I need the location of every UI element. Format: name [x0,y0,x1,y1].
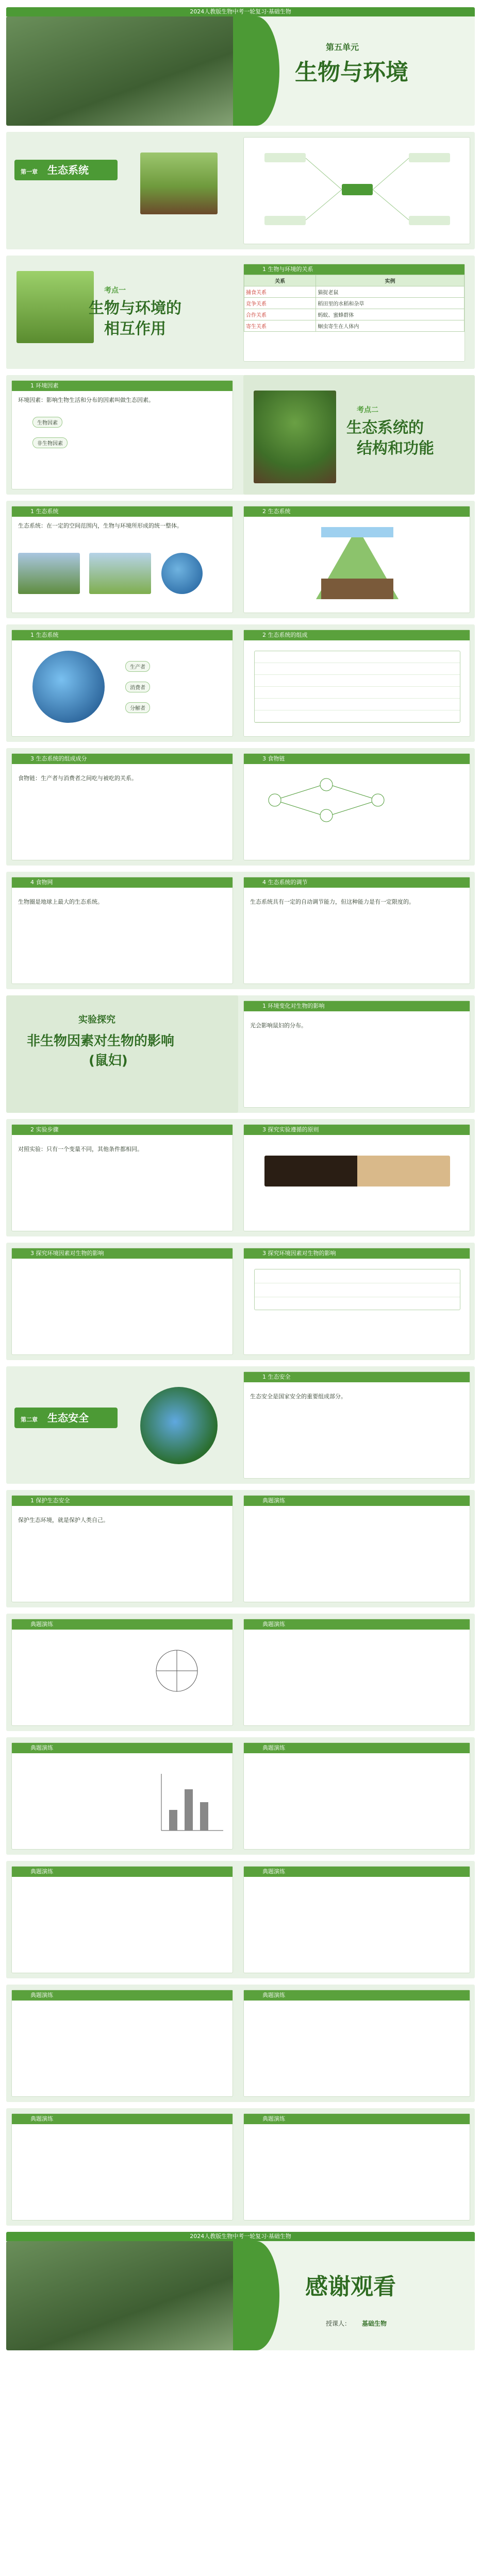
practice-9-header: 典题演练 [244,1990,470,2001]
regulation-slide [6,872,475,989]
practice-3-header: 典题演练 [244,1619,470,1630]
recycle-globe-image [140,1387,218,1464]
relation-row-4-example: 蛔虫寄生在人体内 [316,320,465,332]
composition-slide [6,624,475,742]
topic1-title-line2: 相互作用 [104,320,166,338]
ecosystem-slide [6,501,475,618]
practice-2-diagram [12,1630,234,1722]
sprout-photo [16,271,94,343]
relation-table [244,275,465,332]
factors-header: 1 环境因素 [12,381,233,391]
foodchain-panel-right [243,753,470,860]
foodchain-slide [6,748,475,866]
practice-2-panel [11,1619,233,1726]
topic1-title-line1: 生物与环境的 [89,299,181,317]
chapter1-title: 生态系统 [47,164,89,176]
factors-topic2-slide [6,375,475,495]
practice-10-header: 典题演练 [12,2114,233,2124]
env-panel-right [243,1248,470,1355]
chapter1-banner [14,160,118,180]
regulation-panel-right [243,877,470,984]
safety-panel [243,1371,470,1479]
biosphere-text: 生物圈是地球上最大的生态系统。 [18,899,103,905]
env-table [254,1269,460,1310]
practice-1-panel [243,1495,470,1602]
biosphere-diagram [244,517,471,609]
ending-slide [6,2232,475,2350]
practice-11-panel [243,2113,470,2221]
topic1-slide [6,256,475,369]
practice-6-header: 典题演练 [12,1867,233,1877]
practice-3-panel [243,1619,470,1726]
practice-4-header: 典题演练 [12,1743,233,1753]
control-text: 对照实验：只有一个变量不同，其他条件都相同。 [18,1146,143,1153]
experiment-conclusion: 光会影响鼠妇的分布。 [250,1022,307,1029]
chapter1-label: 第一章 [21,168,38,175]
ecosystem-header-1: 1 生态系统 [12,506,233,517]
relation-row-4-type: 寄生关系 [244,320,316,332]
decomposer-pill: 分解者 [125,702,150,713]
topic2-title-line2: 结构和功能 [357,439,434,457]
practice-8-header: 典题演练 [12,1990,233,2001]
env-header-1: 3 探究环境因素对生物的影响 [12,1248,233,1259]
ending-course-title: 2024人教版生物中考一轮复习·基础生物 [6,2232,475,2241]
chapter1-slide [6,132,475,249]
relation-table-panel [243,264,465,362]
env-table-slide [6,1243,475,1360]
practice-4-panel [11,1742,233,1850]
squirrel-photo [6,16,248,126]
practice-4-bar-figure [12,1753,234,1846]
foodchain-panel-left [11,753,233,860]
practice-7-header: 典题演练 [244,1867,470,1877]
practice-slide-2 [6,1614,475,1731]
chapter2-title: 生态安全 [47,1412,89,1424]
relation-row-2-type: 竞争关系 [244,298,316,309]
topic2-label: 考点二 [357,406,378,414]
foodchain-header-2: 3 食物链 [244,754,470,764]
mindmap-panel [243,137,470,244]
composition-header-1: 1 生态系统 [12,630,233,640]
regulation-header-2: 4 生态系统的调节 [244,877,470,888]
foodchain-header-1: 3 生态系统的组成成分 [12,754,233,764]
principles-header: 3 探究实验遵循的原则 [244,1125,470,1135]
practice-slide-3 [6,1737,475,1855]
relation-row-3-example: 蚂蚁、蜜蜂群体 [316,309,465,320]
ecosystem-panel-right [243,506,470,613]
safety-text: 生态安全是国家安全的重要组成部分。 [250,1393,346,1400]
chapter2-banner [14,1408,118,1428]
cover-slide [6,7,475,126]
safety-header: 1 生态安全 [244,1372,470,1382]
relation-row-3-type: 合作关系 [244,309,316,320]
biotic-factor-pill: 生物因素 [32,417,62,428]
relation-row-2-example: 稻田里的水稻和杂草 [316,298,465,309]
factors-panel [11,380,233,489]
protect-slide [6,1490,475,1607]
protect-panel [11,1495,233,1602]
ending-presenter-label: 授课人： [326,2320,351,2327]
practice-2-header: 典题演练 [12,1619,233,1630]
experiment-title-line2: (鼠妇) [89,1053,128,1069]
experiment-panel-right [243,1001,470,1108]
composition-panel-left [11,630,233,737]
mindmap-diagram [244,138,471,245]
earth-photo [161,553,203,594]
env-header-2: 3 探究环境因素对生物的影响 [244,1248,470,1259]
composition-header-2: 2 生态系统的组成 [244,630,470,640]
ecosystem-panel-left [11,506,233,613]
experiment-label: 实验探究 [78,1014,115,1025]
relation-col-example: 实例 [316,275,465,286]
ecosystem-header-2: 2 生态系统 [244,506,470,517]
practice-5-header: 典题演练 [244,1743,470,1753]
steps-slide [6,1119,475,1236]
steps-panel-left [11,1124,233,1231]
experiment-title-line1: 非生物因素对生物的影响 [27,1033,175,1049]
ending-squirrel-photo [6,2241,248,2350]
experiment-header: 1 环境变化对生物的影响 [244,1001,470,1011]
relation-col-relation: 关系 [244,275,316,286]
globe-image [32,651,105,723]
relation-section-header: 1 生物与环境的关系 [244,264,465,275]
practice-slide-5 [6,1985,475,2102]
ending-presenter: 基础生物 [362,2320,387,2327]
composition-table [254,651,460,723]
ending-title: 感谢观看 [305,2274,396,2300]
self-regulation-text: 生态系统具有一定的自动调节能力，但这种能力是有一定限度的。 [250,899,414,905]
protect-text: 保护生态环境，就是保护人类自己。 [18,1517,109,1523]
pillbug-box-image [264,1156,450,1187]
factor-definition: 环境因素：影响生物生活和分布的因素叫做生态因素。 [18,397,154,403]
practice-5-panel [243,1742,470,1850]
practice-10-panel [11,2113,233,2221]
ecosystem-intro: 生态系统：在一定的空间范围内，生物与环境所形成的统一整体。 [18,522,183,529]
cover-course-title: 2024人教版生物中考一轮复习·基础生物 [6,7,475,16]
producer-pill: 生产者 [125,661,150,672]
grass-soil-photo [140,152,218,214]
cover-unit: 第五单元 [326,42,359,52]
relation-row-1-type: 捕食关系 [244,286,316,298]
experiment-slide [6,995,475,1113]
protect-header: 1 保护生态安全 [12,1496,233,1506]
practice-9-panel [243,1990,470,2097]
practice-slide-4 [6,1861,475,1978]
topic1-label: 考点一 [104,286,126,295]
relation-row-1-example: 猫捉老鼠 [316,286,465,298]
consumer-pill: 消费者 [125,682,150,692]
regulation-header-1: 4 食物网 [12,877,233,888]
chapter2-label: 第二章 [21,1416,38,1423]
abiotic-factor-pill: 非生物因素 [32,437,68,448]
steps-panel-right [243,1124,470,1231]
food-web-diagram [244,764,471,857]
practice-1-header: 典题演练 [244,1496,470,1506]
composition-panel-right [243,630,470,737]
tree-photo [254,391,336,483]
steps-header: 2 实验步骤 [12,1125,233,1135]
topic2-title-line1: 生态系统的 [346,419,424,437]
forest-photo [18,553,80,594]
farmland-photo [89,553,151,594]
ending-green-arc [233,2241,279,2350]
chapter2-slide [6,1366,475,1484]
practice-8-panel [11,1990,233,2097]
practice-6-panel [11,1866,233,1973]
practice-7-panel [243,1866,470,1973]
regulation-panel-left [11,877,233,984]
practice-11-header: 典题演练 [244,2114,470,2124]
food-chain-definition: 食物链：生产者与消费者之间吃与被吃的关系。 [18,775,137,782]
env-panel-left [11,1248,233,1355]
cover-title: 生物与环境 [295,59,408,86]
practice-slide-6 [6,2108,475,2226]
green-arc-decoration [233,16,279,126]
